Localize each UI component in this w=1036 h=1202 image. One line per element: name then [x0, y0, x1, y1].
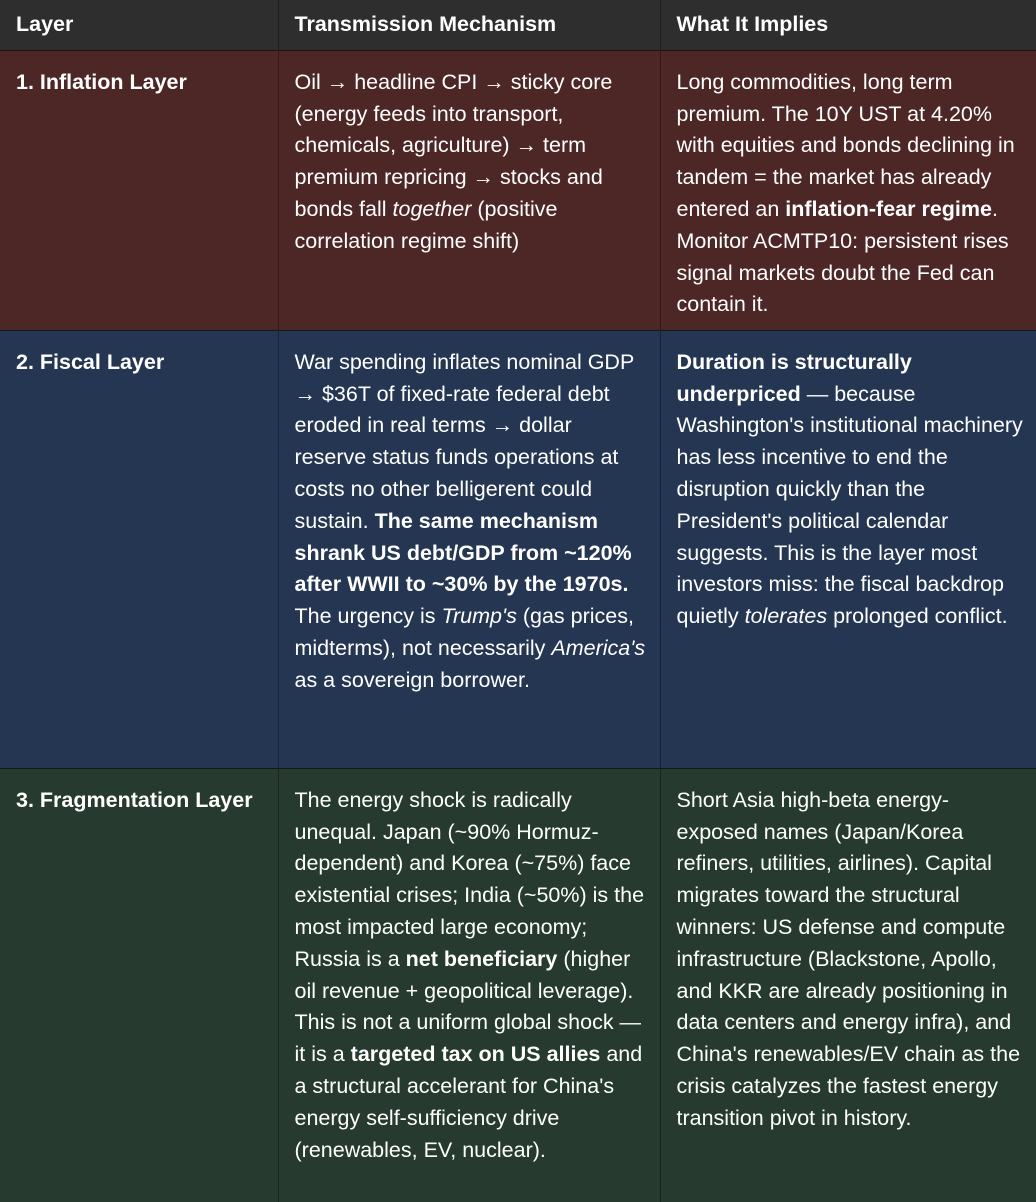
bold-text: The same mechanism shrank US debt/GDP from ~120% after WWII to ~30% by the 1970s. [294, 508, 632, 597]
text-span: (positive correlation regime shift) [294, 196, 558, 253]
bold-text: net beneficiary [405, 946, 558, 971]
text-span: . Monitor ACMTP10: persistent rises signal markets doubt the Fed can contain it. [676, 196, 1009, 317]
bold-text: targeted tax on US allies [350, 1042, 601, 1067]
text-span: The energy shock is radically unequal. Japan (~90% Hormuz-dependent) and Korea (~75%) face existential crises; India (~50%) is the most impacted large economy; Russia is a [294, 787, 645, 971]
text-span: The urgency is [294, 604, 442, 629]
italic-text: Trump's [441, 604, 517, 629]
implies-cell [660, 50, 1036, 330]
mechanism-cell [278, 50, 660, 330]
implies-cell [660, 768, 1036, 1202]
layer-cell: 2. Fiscal Layer [0, 330, 278, 768]
text-span: and a structural accelerant for China's energy self-sufficiency drive (renewables, EV, nuclear). [294, 1042, 643, 1162]
text-span: War spending inflates nominal GDP → $36T of fixed-rate federal debt eroded in real terms → dollar reserve status funds operations at costs no other belligerent could sustain. [294, 349, 634, 533]
table-row [0, 330, 1036, 768]
mechanism-cell [278, 768, 660, 1202]
table-row [0, 768, 1036, 1202]
text-span: (higher oil revenue + geopolitical leverage). This is not a uniform global shock — it is a [294, 946, 642, 1067]
header-row [0, 0, 1036, 50]
text-span: — because Washington's institutional machinery has less incentive to end the disruption quickly than the President's political calendar suggests. This is the layer most investors miss: the fiscal backdrop quietly [676, 381, 1023, 629]
bold-text: Duration is structurally underpriced [676, 349, 912, 406]
bold-text: inflation-fear regime [785, 196, 992, 221]
header-transmission-mechanism: Transmission Mechanism [278, 0, 660, 50]
layer-cell: 3. Fragmentation Layer [0, 768, 278, 1202]
text-span: Short Asia high-beta energy-exposed names (Japan/Korea refiners, utilities, airlines). Capital migrates toward the structural winners: US defense and compute infrastructure (Blackstone, Apollo, and KKR are already positioning in data centers and energy infra), and China's renewables/EV chain as the crisis catalyzes the fastest energy transition pivot in history. [676, 787, 1021, 1130]
text-span: (gas prices, midterms), not necessarily [294, 604, 634, 660]
text-span: as a sovereign borrower. [294, 667, 530, 692]
layer-cell: 1. Inflation Layer [0, 50, 278, 330]
implies-cell [660, 330, 1036, 768]
text-span: prolonged conflict. [827, 604, 1008, 629]
italic-text: America's [551, 635, 646, 660]
header-layer: Layer [0, 0, 278, 50]
header-what-it-implies: What It Implies [676, 12, 829, 36]
text-span: Oil → headline CPI → sticky core (energy feeds into transport, chemicals, agriculture) → term premium repricing → stocks and bonds fall [294, 69, 613, 221]
italic-text: together [392, 196, 472, 221]
italic-text: tolerates [744, 604, 828, 629]
table-row [0, 50, 1036, 330]
mechanism-cell [278, 330, 660, 768]
text-span: Long commodities, long term premium. The 10Y UST at 4.20% with equities and bonds declining in tandem = the market has already entered an [676, 69, 1015, 221]
